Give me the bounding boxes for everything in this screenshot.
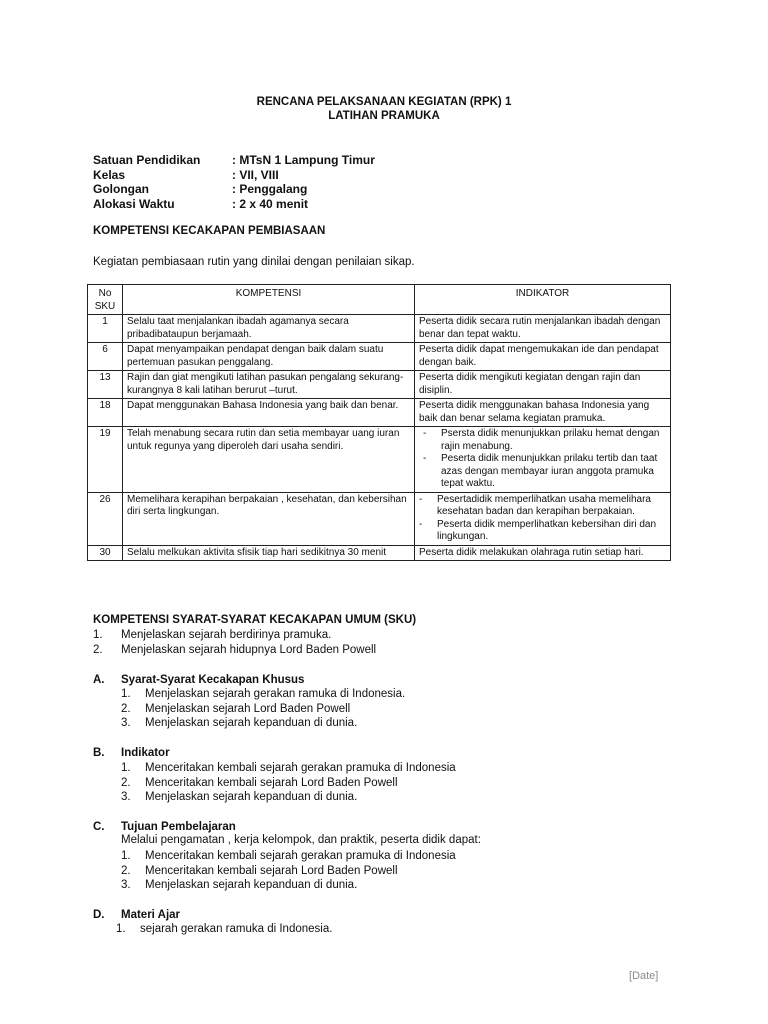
cell-indikator: Peserta didik dapat mengemukakan ide dan pendapat dengan baik. [415,343,671,371]
cell-kompetensi: Telah menabung secara rutin dan setia membayar uang iuran untuk regunya yang diperoleh dari usaha sendiri. [123,427,415,493]
dash-bullet: - [419,518,423,530]
list-item [121,776,456,791]
cell-indikator: Peserta didik menggunakan bahasa Indonesia yang baik dan benar selama kegiatan pramuka. [415,399,671,427]
list-number: 3. [121,717,131,729]
list-item [121,702,405,717]
section-d-heading [93,908,180,923]
info-row [93,153,375,168]
footer-date: [Date] [629,970,659,982]
section-c-list [121,849,456,893]
cell-no: 18 [88,399,123,427]
info-row [93,168,375,183]
list-number: 1. [116,923,126,935]
section-letter: B. [93,747,105,759]
cell-kompetensi: Selalu melkukan aktivita sfisik tiap hari sedikitnya 30 menit [123,545,415,561]
header-indikator: INDIKATOR [415,285,671,315]
table-header-row [88,285,671,315]
indikator-text: Psersta didik menunjukkan prilaku hemat dengan rajin menabung. [441,428,660,452]
list-item [121,878,456,893]
list-text: Menceritakan kembali sejarah Lord Baden Powell [145,864,398,877]
list-number: 3. [121,879,131,891]
header-kompetensi: KOMPETENSI [123,285,415,315]
indikator-text: Pesertadidik memperlihatkan usaha memelihara kesehatan badan dan kerapihan berpakaian. [437,493,651,517]
cell-indikator [415,427,671,493]
indikator-bullet-item [419,453,666,491]
header-no-sku: No SKU [88,285,123,315]
indikator-text: Peserta didik memperlihatkan kebersihan diri dan lingkungan. [437,518,657,542]
section-heading-sku: KOMPETENSI SYARAT-SYARAT KECAKAPAN UMUM (SKU) [93,614,417,626]
list-number: 1. [93,629,103,641]
table-row [88,399,671,427]
dash-bullet: - [419,493,423,505]
table-row [88,371,671,399]
indikator-text: Peserta didik menunjukkan prilaku tertib dan taat azas dengan membayar iuran anggota pramuka tepat waktu. [441,453,658,489]
cell-kompetensi: Memelihara kerapihan berpakaian , kesehatan, dan kebersihan diri serta lingkungan. [123,492,415,545]
list-text: Menjelaskan sejarah gerakan ramuka di Indonesia. [145,688,406,700]
cell-indikator: Peserta didik secara rutin menjalankan ibadah dengan benar dan tepat waktu. [415,315,671,343]
info-row [93,197,375,212]
section-title: Indikator [121,747,170,759]
cell-indikator [415,492,671,545]
list-text: Menjelaskan sejarah Lord Baden Powell [145,702,351,715]
table-row [88,427,671,493]
list-number: 1. [121,850,131,862]
cell-kompetensi: Rajin dan giat mengikuti latihan pasukan pengalang sekurang-kurangnya 8 kali latihan berurut –turut. [123,371,415,399]
section-title: Materi Ajar [121,909,181,921]
info-label: Satuan Pendidikan [93,153,201,167]
section-d-list [116,922,332,937]
dash-bullet: - [423,453,427,464]
list-number: 3. [121,791,131,803]
table-row [88,343,671,371]
indikator-bullet-item [419,428,666,453]
section-intro: Kegiatan pembiasaan rutin yang dinilai dengan penilaian sikap. [93,256,415,268]
list-text: Menceritakan kembali sejarah Lord Baden Powell [145,776,398,789]
section-heading-row [93,820,236,835]
cell-no: 1 [88,315,123,343]
section-a-heading [93,673,304,688]
cell-kompetensi: Dapat menyampaikan pendapat dengan baik dalam suatu pertemuan pasukan penggalang. [123,343,415,371]
table-row [88,492,671,545]
list-text: Menjelaskan sejarah hidupnya Lord Baden Powell [121,643,377,656]
cell-no: 19 [88,427,123,493]
list-item [93,628,376,643]
cell-no: 30 [88,545,123,561]
section-title: Syarat-Syarat Kecakapan Khusus [121,674,305,686]
list-number: 2. [121,864,131,877]
section-b-list [121,761,456,805]
list-item [121,687,405,702]
document-title [0,95,768,123]
info-value: : 2 x 40 menit [232,196,309,211]
section-letter: C. [93,821,105,833]
section-title: Tujuan Pembelajaran [121,821,236,833]
section-letter: A. [93,674,105,686]
list-text: sejarah gerakan ramuka di Indonesia. [140,923,333,935]
list-number: 1. [121,762,131,774]
indikator-bullet-item [419,519,666,544]
list-item [121,790,456,805]
cell-no: 26 [88,492,123,545]
section-b-heading [93,746,170,761]
section-heading-pembiasaan: KOMPETENSI KECAKAPAN PEMBIASAAN [93,225,326,237]
section-heading-row [93,746,170,761]
table-row [88,315,671,343]
cell-no: 6 [88,343,123,371]
info-row [93,182,375,197]
info-block [93,153,375,211]
list-item [116,922,332,937]
list-number: 2. [93,643,103,656]
list-item [121,864,456,879]
list-text: Menjelaskan sejarah kepanduan di dunia. [145,791,358,803]
table-row [88,545,671,561]
list-item [93,643,376,658]
info-label: Golongan [93,182,149,196]
dash-bullet: - [423,428,427,439]
cell-indikator: Peserta didik mengikuti kegiatan dengan rajin dan disiplin. [415,371,671,399]
list-number: 2. [121,702,131,715]
section-c-heading [93,820,236,835]
cell-indikator: Peserta didik melakukan olahraga rutin setiap hari. [415,545,671,561]
section-heading-row [93,673,304,688]
section-heading-row [93,908,180,923]
list-text: Menceritakan kembali sejarah gerakan pramuka di Indonesia [145,850,456,862]
info-value: : VII, VIII [232,167,279,182]
cell-no: 13 [88,371,123,399]
list-item [121,716,405,731]
list-text: Menceritakan kembali sejarah gerakan pramuka di Indonesia [145,762,456,774]
info-label: Alokasi Waktu [93,196,175,211]
cell-kompetensi: Selalu taat menjalankan ibadah agamanya secara pribadibataupun berjamaah. [123,315,415,343]
sku-list [93,628,376,657]
list-text: Menjelaskan sejarah kepanduan di dunia. [145,879,358,891]
info-value: : Penggalang [232,182,308,196]
cell-kompetensi: Dapat menggunakan Bahasa Indonesia yang baik dan benar. [123,399,415,427]
section-a-list [121,687,405,731]
list-number: 2. [121,776,131,789]
section-letter: D. [93,909,105,921]
list-item [121,849,456,864]
list-item [121,761,456,776]
title-line-1: RENCANA PELAKSANAAN KEGIATAN (RPK) 1 [256,96,512,108]
indikator-bullet-item [419,494,666,519]
list-text: Menjelaskan sejarah kepanduan di dunia. [145,717,358,729]
info-label: Kelas [93,167,126,182]
list-text: Menjelaskan sejarah berdirinya pramuka. [121,629,332,641]
list-number: 1. [121,688,131,700]
section-c-intro: Melalui pengamatan , kerja kelompok, dan praktik, peserta didik dapat: [121,834,481,846]
title-line-2: LATIHAN PRAMUKA [328,110,440,122]
kompetensi-table [87,284,671,561]
info-value: : MTsN 1 Lampung Timur [232,153,375,167]
